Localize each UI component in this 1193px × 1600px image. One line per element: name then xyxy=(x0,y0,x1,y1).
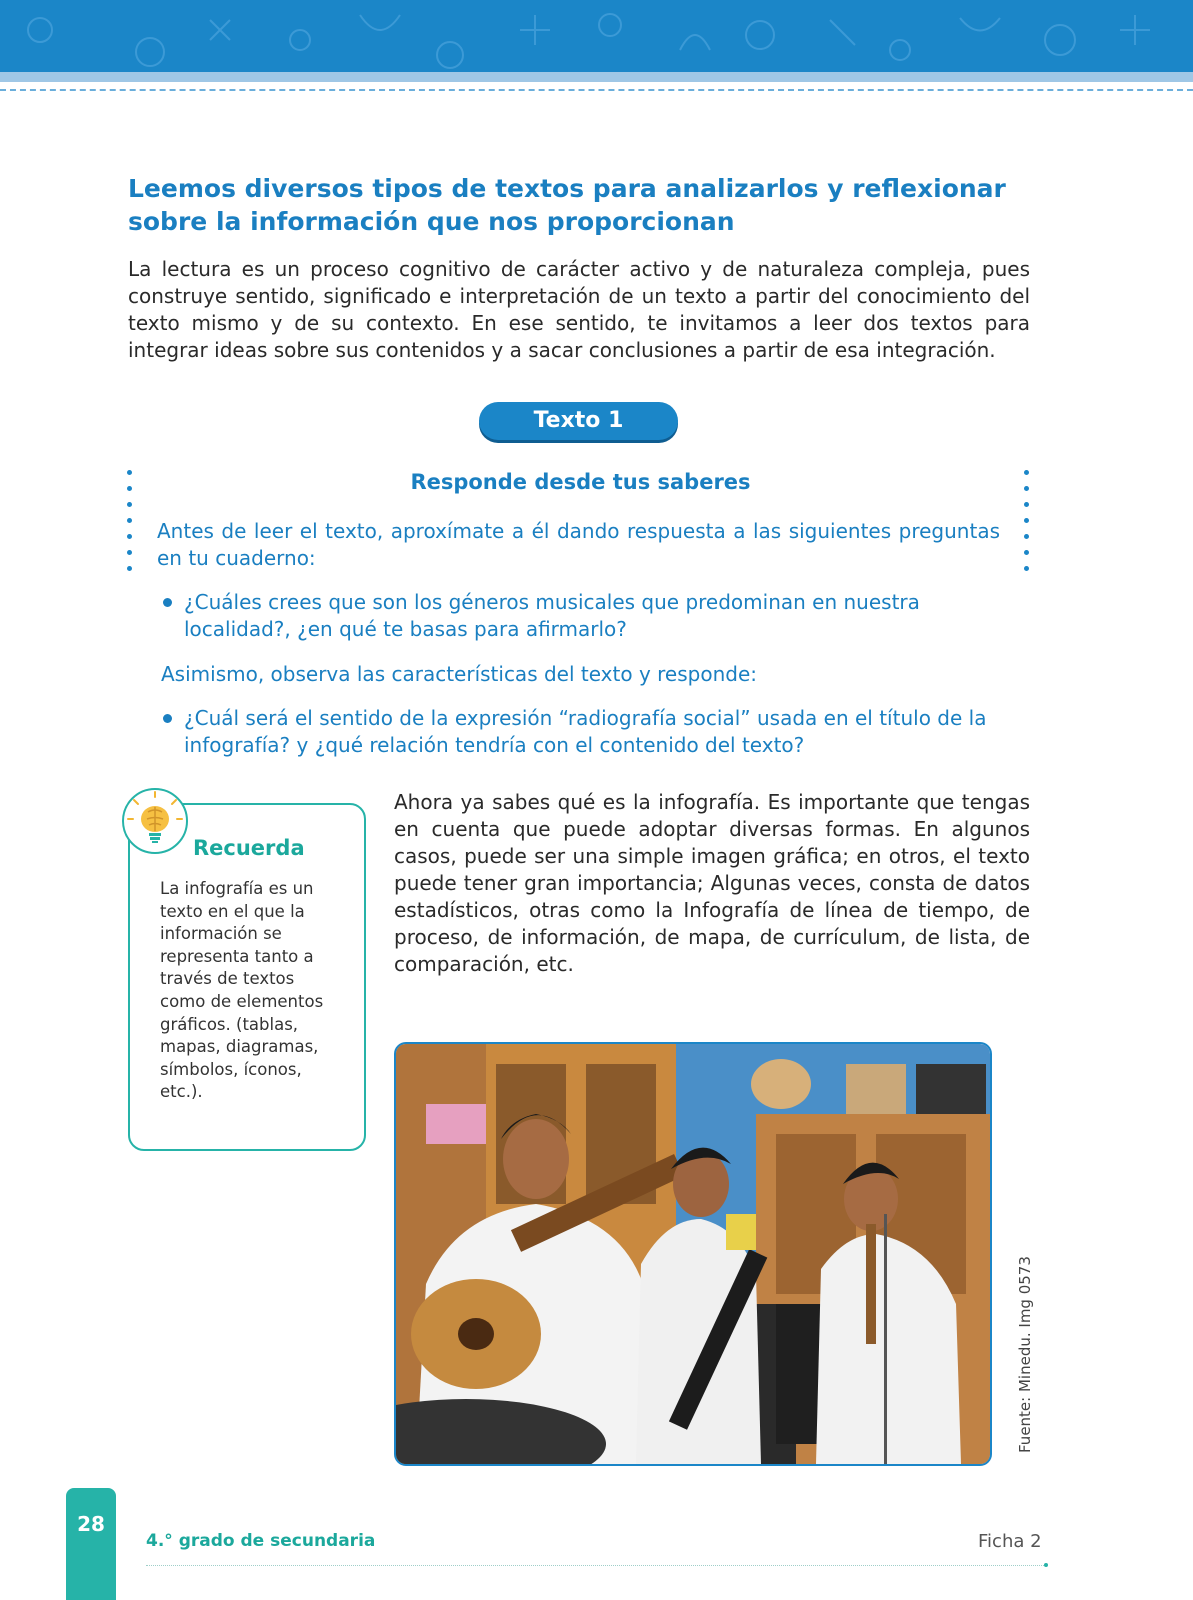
ficha-label: Ficha 2 xyxy=(978,1531,1042,1552)
musicians-photo xyxy=(394,1042,992,1466)
bullet-icon xyxy=(163,714,172,723)
footer-dotted-line xyxy=(146,1565,1046,1566)
also-instruction: Asimismo, observa las características del texto y responde: xyxy=(161,662,757,686)
texto-1-pill: Texto 1 xyxy=(479,402,678,440)
body-paragraph: Ahora ya sabes qué es la infografía. Es importante que tengas en cuenta que puede adoptar diversas formas. En algunos casos, puede ser una simple imagen gráfica; en otros, el texto puede tener gran importancia; Algunas veces, consta de datos estadísticos, otras como la Infografía de línea de tiempo, de proceso, de información, de mapa, de currículum, de lista, de comparación, etc. xyxy=(394,790,1030,976)
question-1-text: ¿Cuáles crees que son los géneros musicales que predominan en nuestra localidad?, ¿en qué te basas para afirmarlo? xyxy=(184,590,920,641)
musicians-photo-illustration xyxy=(396,1044,990,1464)
responde-heading: Responde desde tus saberes xyxy=(410,470,751,494)
page-number: 28 xyxy=(77,1512,105,1536)
bullet-icon xyxy=(163,598,172,607)
question-bullet-2 xyxy=(163,705,1003,759)
intro-paragraph: La lectura es un proceso cognitivo de carácter activo y de naturaleza compleja, pues construye sentido, significado e interpretación de un texto a partir del conocimiento del texto mismo y de su contexto. En ese sentido, te invitamos a leer dos textos para integrar ideas sobre sus contenidos y a sacar conclusiones a partir de esa integración. xyxy=(128,257,1030,362)
footer-dot xyxy=(1044,1563,1048,1567)
photo-credit: Fuente: Minedu. Img 0573 xyxy=(1016,1256,1034,1453)
header-strip xyxy=(0,72,1193,82)
responde-instruction: Antes de leer el texto, aproxímate a él dando respuesta a las siguientes preguntas en tu cuaderno: xyxy=(157,519,1000,570)
question-bullet-1 xyxy=(163,589,1003,643)
page-title: Leemos diversos tipos de textos para analizarlos y reflexionar sobre la información que nos proporcionan xyxy=(128,174,1006,236)
header-doodles xyxy=(0,0,1193,72)
header-band xyxy=(0,0,1193,72)
grade-label: 4.° grado de secundaria xyxy=(146,1531,376,1551)
recuerda-title: Recuerda xyxy=(193,836,305,860)
recuerda-text: La infografía es un texto en el que la información se representa tanto a través de textos como de elementos gráficos. (tablas, mapas, diagramas, símbolos, íconos, etc.). xyxy=(160,879,324,1102)
page-number-tab xyxy=(66,1488,116,1600)
brain-lightbulb-icon xyxy=(120,786,190,856)
header-dashed-line xyxy=(0,89,1193,91)
question-2-text: ¿Cuál será el sentido de la expresión “radiografía social” usada en el título de la infografía? y ¿qué relación tendría con el contenido del texto? xyxy=(184,706,987,757)
